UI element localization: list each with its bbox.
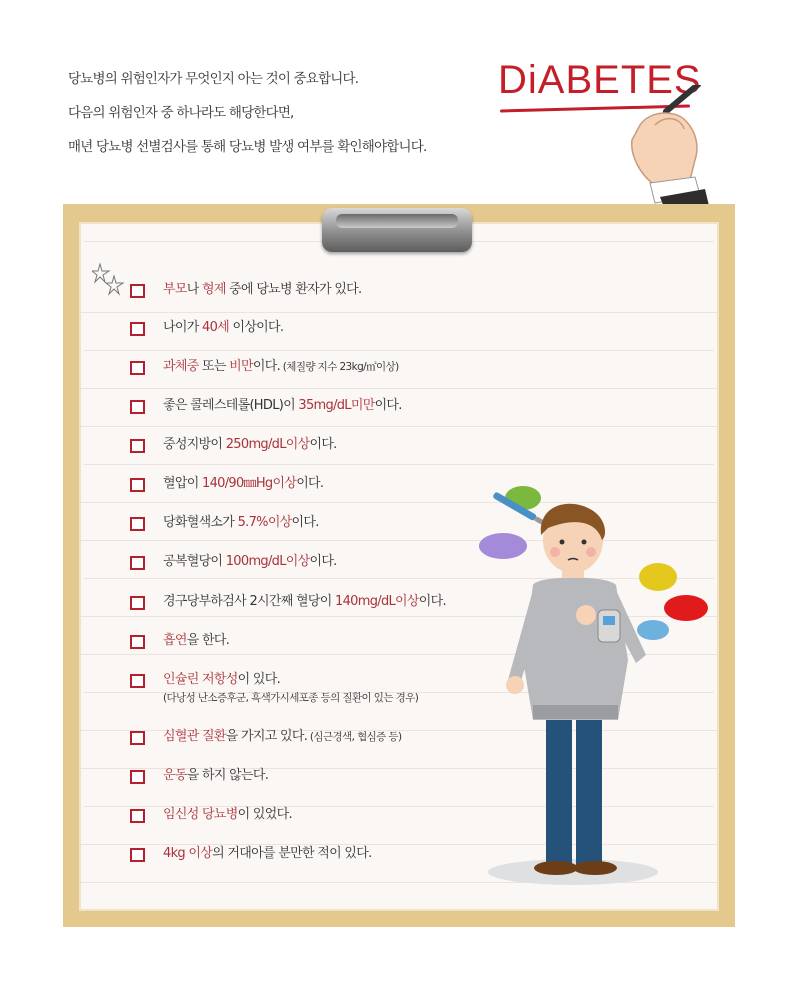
checklist-item-note: (다낭성 난소증후군, 흑색가시세포종 등의 질환이 있는 경우) <box>163 692 419 704</box>
highlight-text: 35mg/dL미만 <box>298 398 375 413</box>
checklist-item-text <box>163 396 402 416</box>
checkbox-icon[interactable] <box>130 809 145 823</box>
highlight-text: 인슐린 저항성 <box>163 672 238 687</box>
highlight-text: 임신성 당뇨병 <box>163 807 238 822</box>
item-text-part: 을 하지 않는다. <box>186 768 269 783</box>
checklist-item-text <box>163 592 446 612</box>
item-text-part: 중에 당뇨병 환자가 있다. <box>225 282 362 297</box>
item-text-part: 이다. <box>296 476 324 491</box>
item-text-part: 이다. <box>309 554 337 569</box>
checkbox-icon[interactable] <box>130 400 145 414</box>
checkbox-icon[interactable] <box>130 517 145 531</box>
item-text-part: 당화혈색소가 <box>163 515 238 530</box>
highlight-text: 40세 <box>202 320 230 335</box>
checkbox-icon[interactable] <box>130 556 145 570</box>
star-icon <box>92 262 126 298</box>
item-text-part: 이 있었다. <box>237 807 292 822</box>
checkbox-icon[interactable] <box>130 635 145 649</box>
highlight-text: 250mg/dL이상 <box>225 437 310 452</box>
checklist-item <box>130 592 446 612</box>
item-text-part: 을 한다. <box>186 633 230 648</box>
item-text-part: 또는 <box>198 359 230 374</box>
checklist-item-text <box>163 435 337 455</box>
checklist-item-text <box>163 670 418 706</box>
checklist-item <box>130 318 283 338</box>
item-text-part: (심근경색, 협심증 등) <box>307 731 402 743</box>
glucose-meter-icon <box>598 610 620 642</box>
intro-text <box>68 62 508 164</box>
highlight-text: 과체중 <box>163 359 199 374</box>
hand-with-marker-icon <box>610 85 730 210</box>
item-text-part: 이다. <box>418 594 446 609</box>
highlight-text: 5.7%이상 <box>237 515 292 530</box>
highlight-text: 비만 <box>229 359 253 374</box>
checklist-item <box>130 280 361 300</box>
speech-bubble-icon <box>479 533 527 559</box>
checklist-item-text <box>163 727 401 747</box>
checklist-item <box>130 435 337 455</box>
item-text-part: 혈압이 <box>163 476 203 491</box>
checklist-item-text <box>163 318 283 338</box>
item-text-part: 이다. <box>291 515 319 530</box>
intro-line: 매년 당뇨병 선별검사를 통해 당뇨병 발생 여부를 확인해야합니다. <box>68 139 427 155</box>
item-text-part: 의 거대아를 분만한 적이 있다. <box>212 846 372 861</box>
man-illustration <box>478 480 718 890</box>
checklist-item <box>130 670 418 706</box>
checklist-item-text <box>163 513 319 533</box>
item-text-part: 나 <box>186 282 203 297</box>
checklist-item-text <box>163 844 372 864</box>
highlight-text: 4kg 이상 <box>163 846 213 861</box>
checklist-item-text <box>163 357 399 377</box>
checkbox-icon[interactable] <box>130 361 145 375</box>
checklist-item-text <box>163 766 268 786</box>
item-text-part: 좋은 콜레스테롤(HDL)이 <box>163 398 299 413</box>
highlight-text: 흡연 <box>163 633 187 648</box>
intro-line: 당뇨병의 위험인자가 무엇인지 아는 것이 중요합니다. <box>68 71 359 87</box>
highlight-text: 부모 <box>163 282 187 297</box>
checkbox-icon[interactable] <box>130 478 145 492</box>
diabetes-logo: DiABETES <box>498 58 702 102</box>
checklist-item <box>130 552 337 572</box>
item-text-part: 공복혈당이 <box>163 554 226 569</box>
speech-bubble-icon <box>664 595 708 621</box>
highlight-text: 140mg/dL이상 <box>335 594 419 609</box>
checkbox-icon[interactable] <box>130 322 145 336</box>
checkbox-icon[interactable] <box>130 848 145 862</box>
checkbox-icon[interactable] <box>130 674 145 688</box>
checklist-item-text <box>163 805 292 825</box>
checkbox-icon[interactable] <box>130 596 145 610</box>
checkbox-icon[interactable] <box>130 284 145 298</box>
checklist-item <box>130 766 268 786</box>
checklist-item-text <box>163 552 337 572</box>
checklist-item <box>130 396 402 416</box>
item-text-part: 이상이다. <box>229 320 284 335</box>
speech-bubble-icon <box>637 620 669 640</box>
checklist-item-text <box>163 280 361 300</box>
item-text-part: 이다. <box>252 359 281 374</box>
checklist-item-text <box>163 474 323 494</box>
checklist-item <box>130 631 229 651</box>
intro-line: 다음의 위험인자 중 하나라도 해당한다면, <box>68 105 294 121</box>
highlight-text: 심혈관 질환 <box>163 729 226 744</box>
highlight-text: 140/90㎜Hg이상 <box>202 476 297 491</box>
checklist-item <box>130 727 401 747</box>
item-text-part: 이 있다. <box>237 672 281 687</box>
item-text-part: 경구당부하검사 2시간째 혈당이 <box>163 594 336 609</box>
item-text-part: 을 가지고 있다. <box>225 729 308 744</box>
item-text-part: 나이가 <box>163 320 203 335</box>
item-text-part: 이다. <box>309 437 337 452</box>
checklist-item <box>130 844 372 864</box>
checklist-item <box>130 513 319 533</box>
highlight-text: 형제 <box>202 282 226 297</box>
item-text-part: 이다. <box>374 398 402 413</box>
speech-bubble-icon <box>639 563 677 591</box>
checklist-item <box>130 474 323 494</box>
highlight-text: 운동 <box>163 768 187 783</box>
clipboard-clip <box>322 208 472 252</box>
checkbox-icon[interactable] <box>130 439 145 453</box>
highlight-text: 100mg/dL이상 <box>225 554 310 569</box>
checkbox-icon[interactable] <box>130 770 145 784</box>
checklist-item <box>130 357 399 377</box>
item-text-part: 중성지방이 <box>163 437 226 452</box>
item-text-part: (체질량 지수 23kg/㎡이상) <box>280 361 399 373</box>
checklist-item <box>130 805 292 825</box>
checklist-item-text <box>163 631 229 651</box>
checkbox-icon[interactable] <box>130 731 145 745</box>
